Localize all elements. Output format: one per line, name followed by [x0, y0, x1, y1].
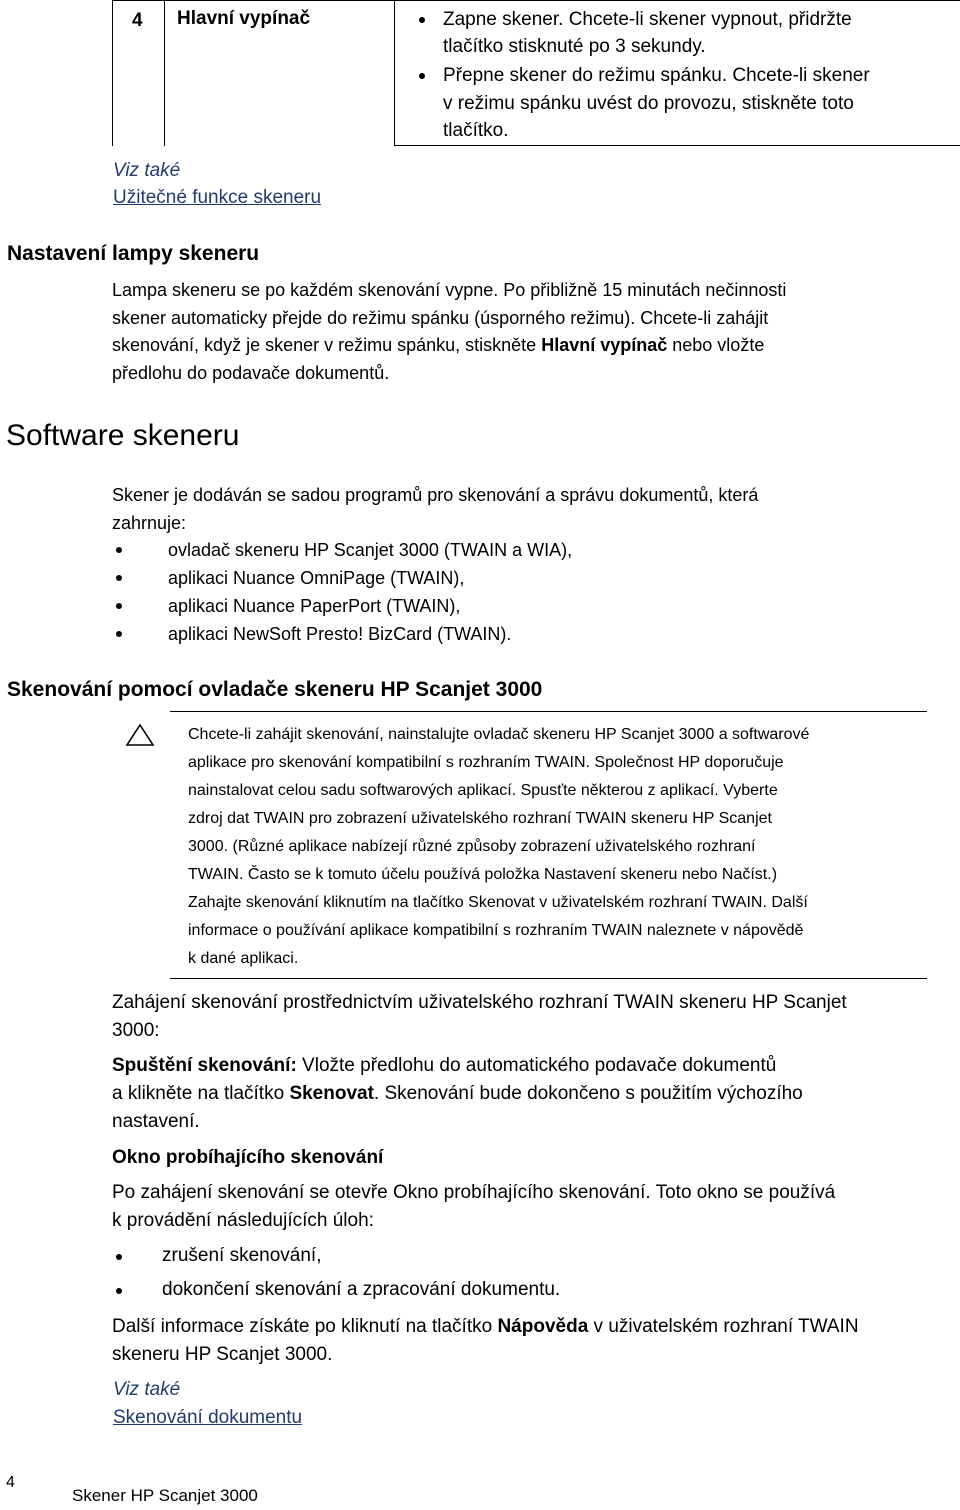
software-list-item: aplikaci Nuance PaperPort (TWAIN),: [168, 596, 461, 616]
progress-paragraph-line: k provádění následujících úloh:: [112, 1210, 374, 1231]
software-section-heading: Software skeneru: [6, 419, 240, 452]
software-list-item: aplikaci NewSoft Presto! BizCard (TWAIN).: [168, 624, 512, 644]
power-button-term: Hlavní vypínač: [541, 335, 668, 355]
warning-triangle-icon: [125, 723, 155, 747]
help-text: Další informace získáte po kliknutí na tlačítko: [112, 1316, 498, 1337]
footer-page-number: 4: [6, 1474, 15, 1491]
help-line: [112, 1313, 859, 1342]
help-text: v uživatelském rozhraní TWAIN: [588, 1316, 859, 1337]
table-row-name: Hlavní vypínač: [177, 8, 311, 29]
note-line: informace o používání aplikace kompatibilní s rozhraním TWAIN naleznete v nápovědě: [188, 922, 804, 939]
lamp-paragraph-line: Lampa skeneru se po každém skenování vypne. Po přibližně 15 minutách nečinnosti: [112, 280, 787, 300]
software-list-item: aplikaci Nuance OmniPage (TWAIN),: [168, 568, 465, 588]
note-line: TWAIN. Často se k tomuto účelu používá položka Nastavení skeneru nebo Načíst.): [188, 866, 778, 883]
progress-list-item: zrušení skenování,: [162, 1245, 322, 1266]
table-item-line: Zapne skener. Chcete-li skener vypnout, přidržte: [443, 9, 852, 30]
list-bullet: [116, 631, 122, 637]
table-bullet: [419, 17, 425, 23]
note-line: k dané aplikaci.: [188, 950, 299, 967]
lamp-section-heading: Nastavení lampy skeneru: [7, 242, 260, 265]
launch-scan-text: . Skenování bude dokončeno s použitím výchozího: [373, 1083, 803, 1104]
table-top-rule: [112, 0, 960, 1]
twain-section-heading: Skenování pomocí ovladače skeneru HP Scanjet 3000: [7, 678, 543, 701]
launch-scan-text: a klikněte na tlačítko: [112, 1083, 290, 1104]
table-item-line: tlačítko stisknuté po 3 sekundy.: [443, 36, 706, 57]
twain-start-line: 3000:: [112, 1020, 160, 1041]
footer-title: Skener HP Scanjet 3000: [72, 1486, 258, 1505]
table-row-number: 4: [132, 10, 143, 31]
note-bottom-rule: [170, 978, 927, 979]
note-line: aplikace pro skenování kompatibilní s rozhraním TWAIN. Společnost HP doporučuje: [188, 754, 784, 771]
lamp-text: skenování, když je skener v režimu spánku, stiskněte: [112, 335, 542, 355]
list-bullet: [116, 1254, 122, 1260]
table-col-rule-2: [394, 0, 395, 146]
launch-scan-line: nastavení.: [112, 1111, 200, 1132]
help-button-term: Nápověda: [497, 1316, 589, 1337]
table-left-rule: [112, 0, 113, 146]
progress-list-item: dokončení skenování a zpracování dokumentu.: [162, 1279, 561, 1300]
note-line: 3000. (Různé aplikace nabízejí různé způsoby zobrazení uživatelského rozhraní: [188, 838, 756, 855]
progress-window-heading: Okno probíhajícího skenování: [112, 1147, 384, 1168]
list-bullet: [116, 603, 122, 609]
progress-paragraph-line: Po zahájení skenování se otevře Okno probíhajícího skenování. Toto okno se používá: [112, 1182, 836, 1203]
launch-scan-line: [112, 1052, 776, 1081]
note-line: Chcete-li zahájit skenování, nainstalujte ovladač skeneru HP Scanjet 3000 a softwarové: [188, 726, 810, 743]
note-line: Zahajte skenování kliknutím na tlačítko Skenovat v uživatelském rozhraní TWAIN. Další: [188, 894, 808, 911]
see-also-link-scan-document[interactable]: Skenování dokumentu: [113, 1407, 303, 1428]
list-bullet: [116, 575, 122, 581]
launch-scan-line: [112, 1080, 803, 1109]
list-bullet: [116, 547, 122, 553]
see-also-link-useful-functions[interactable]: Užitečné funkce skeneru: [113, 187, 322, 208]
note-box: [188, 721, 809, 973]
table-col-rule-1: [164, 0, 165, 146]
lamp-paragraph-line: skener automaticky přejde do režimu spánku (úsporného režimu). Chcete-li zahájit: [112, 308, 769, 328]
see-also-label: Viz také: [113, 160, 181, 181]
note-line: zdroj dat TWAIN pro zobrazení uživatelského rozhraní TWAIN skeneru HP Scanjet: [188, 810, 772, 827]
see-also-label: Viz také: [113, 1379, 181, 1400]
lamp-text: nebo vložte: [667, 335, 765, 355]
twain-start-line: Zahájení skenování prostřednictvím uživatelského rozhraní TWAIN skeneru HP Scanjet: [112, 992, 847, 1013]
note-line: nainstalovat celou sadu softwarových aplikací. Spusťte některou z aplikací. Vyberte: [188, 782, 778, 799]
launch-scan-text: Vložte předlohu do automatického podavače dokumentů: [296, 1055, 777, 1076]
list-bullet: [116, 1288, 122, 1294]
lamp-paragraph-line: [112, 331, 764, 360]
software-intro-line: Skener je dodáván se sadou programů pro skenování a správu dokumentů, která: [112, 485, 759, 505]
lamp-paragraph-line: předlohu do podavače dokumentů.: [112, 363, 390, 383]
table-item-line: tlačítko.: [443, 120, 509, 141]
help-line: skeneru HP Scanjet 3000.: [112, 1344, 333, 1365]
table-item-line: v režimu spánku uvést do provozu, stiskněte toto: [443, 93, 854, 114]
scan-button-term: Skenovat: [289, 1083, 374, 1104]
launch-scan-label: Spuštění skenování:: [112, 1055, 297, 1076]
table-bullet: [419, 73, 425, 79]
note-top-rule: [170, 711, 927, 712]
software-intro-line: zahrnuje:: [112, 513, 187, 533]
table-item-line: Přepne skener do režimu spánku. Chcete-li skener: [443, 65, 870, 86]
software-list-item: ovladač skeneru HP Scanjet 3000 (TWAIN a WIA),: [168, 540, 573, 560]
